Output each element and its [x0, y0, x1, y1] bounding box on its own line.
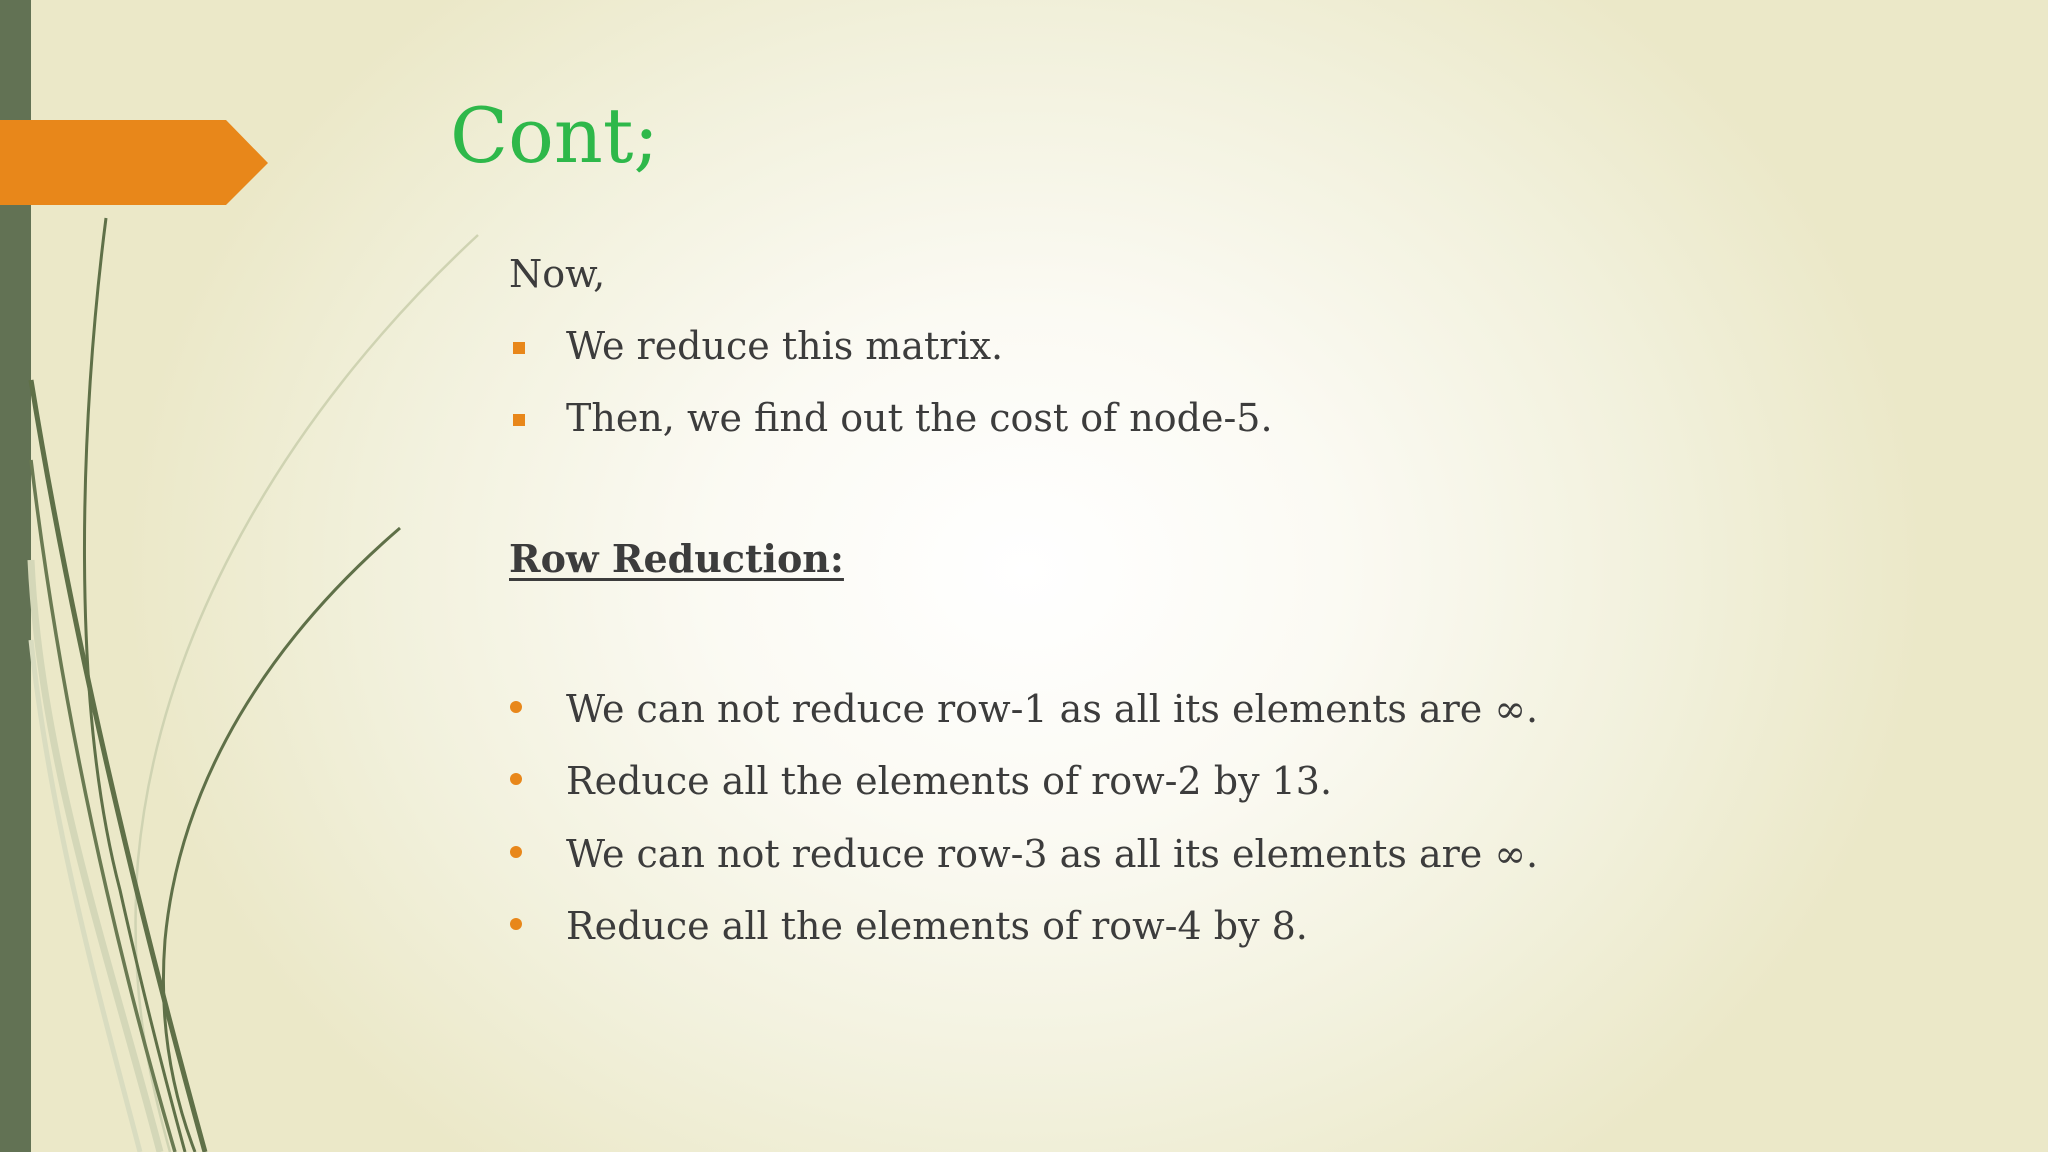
reduction-text: Reduce all the elements of row-2 by 13. — [566, 759, 1333, 803]
round-bullet-icon — [510, 846, 522, 858]
intro-text: Now, — [509, 252, 606, 296]
square-bullet-icon — [513, 342, 525, 354]
pale-blade-2 — [31, 560, 160, 1152]
orange-arrow-banner — [0, 120, 268, 205]
reduction-text: We can not reduce row-1 as all its elements are ∞. — [566, 687, 1539, 731]
pale-blade-1 — [136, 235, 478, 1152]
decorative-grass-strokes — [0, 0, 520, 1152]
round-bullet-icon — [510, 701, 522, 713]
slide-title: Cont; — [450, 91, 659, 180]
step-text: We reduce this matrix. — [566, 324, 1004, 368]
square-bullet-icon — [513, 414, 525, 426]
step-text: Then, we find out the cost of node-5. — [566, 396, 1273, 440]
section-heading: Row Reduction: — [509, 536, 844, 581]
reduction-text: We can not reduce row-3 as all its elements are ∞. — [566, 832, 1539, 876]
reduction-text: Reduce all the elements of row-4 by 8. — [566, 904, 1308, 948]
round-bullet-icon — [510, 918, 522, 930]
round-bullet-icon — [510, 773, 522, 785]
